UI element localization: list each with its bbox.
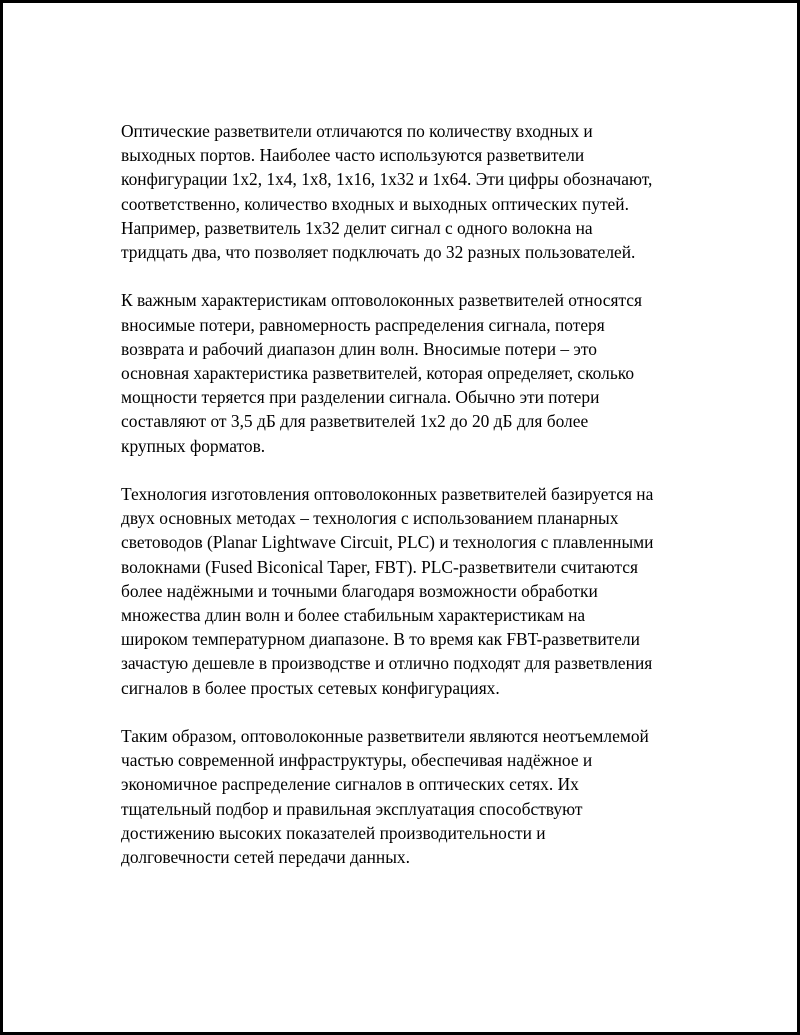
text-line: тридцать два, что позволяет подключать до 32 разных пользователей. [121,242,636,263]
text-line: выходных портов. Наиболее часто используются разветвители [121,145,585,166]
text-line: достижению высоких показателей производительности и [121,822,546,843]
text-line: волокнами (Fused Biconical Taper, FBT). PLC-разветвители считаются [121,556,638,577]
text-line: тщательный подбор и правильная эксплуатация способствуют [121,798,583,819]
text-line: долговечности сетей передачи данных. [121,847,410,868]
text-line: Таким образом, оптоволоконные разветвители являются неотъемлемой [121,726,649,747]
paragraph-2 [121,288,721,457]
text-line: множества длин волн и более стабильным характеристикам на [121,605,586,626]
text-line: экономичное распределение сигналов в оптических сетях. Их [121,774,579,795]
text-line: сигналов в более простых сетевых конфигурациях. [121,677,500,698]
text-line: составляют от 3,5 дБ для разветвителей 1x2 до 20 дБ для более [121,411,589,432]
text-line: зачастую дешевле в производстве и отлично подходят для разветвления [121,653,653,674]
text-line: конфигурации 1x2, 1x4, 1x8, 1x16, 1x32 и 1x64. Эти цифры обозначают, [121,169,653,190]
paragraph-3 [121,482,721,700]
text-line: мощности теряется при разделении сигнала. Обычно эти потери [121,387,600,408]
text-line: Технология изготовления оптоволоконных разветвителей базируется на [121,484,654,505]
text-line: основная характеристика разветвителей, которая определяет, сколько [121,363,635,384]
text-line: возврата и рабочий диапазон длин волн. Вносимые потери – это [121,338,597,359]
paragraph-1 [121,119,721,264]
text-line: двух основных методах – технология с использованием планарных [121,508,619,529]
document-body [121,119,721,893]
text-line: частью современной инфраструктуры, обеспечивая надёжное и [121,750,593,771]
text-line: крупных форматов. [121,435,266,456]
text-line: Оптические разветвители отличаются по количеству входных и [121,121,593,141]
text-line: световодов (Planar Lightwave Circuit, PLC) и технология с плавленными [121,532,654,553]
text-line: более надёжными и точными благодаря возможности обработки [121,580,598,601]
text-line: соответственно, количество входных и выходных оптических путей. [121,193,629,214]
text-line: К важным характеристикам оптоволоконных разветвителей относятся [121,290,642,311]
text-line: вносимые потери, равномерность распределения сигнала, потеря [121,314,605,335]
text-line: широком температурном диапазоне. В то время как FBT-разветвители [121,629,640,650]
paragraph-4 [121,724,721,869]
text-line: Например, разветвитель 1x32 делит сигнал с одного волокна на [121,217,593,238]
